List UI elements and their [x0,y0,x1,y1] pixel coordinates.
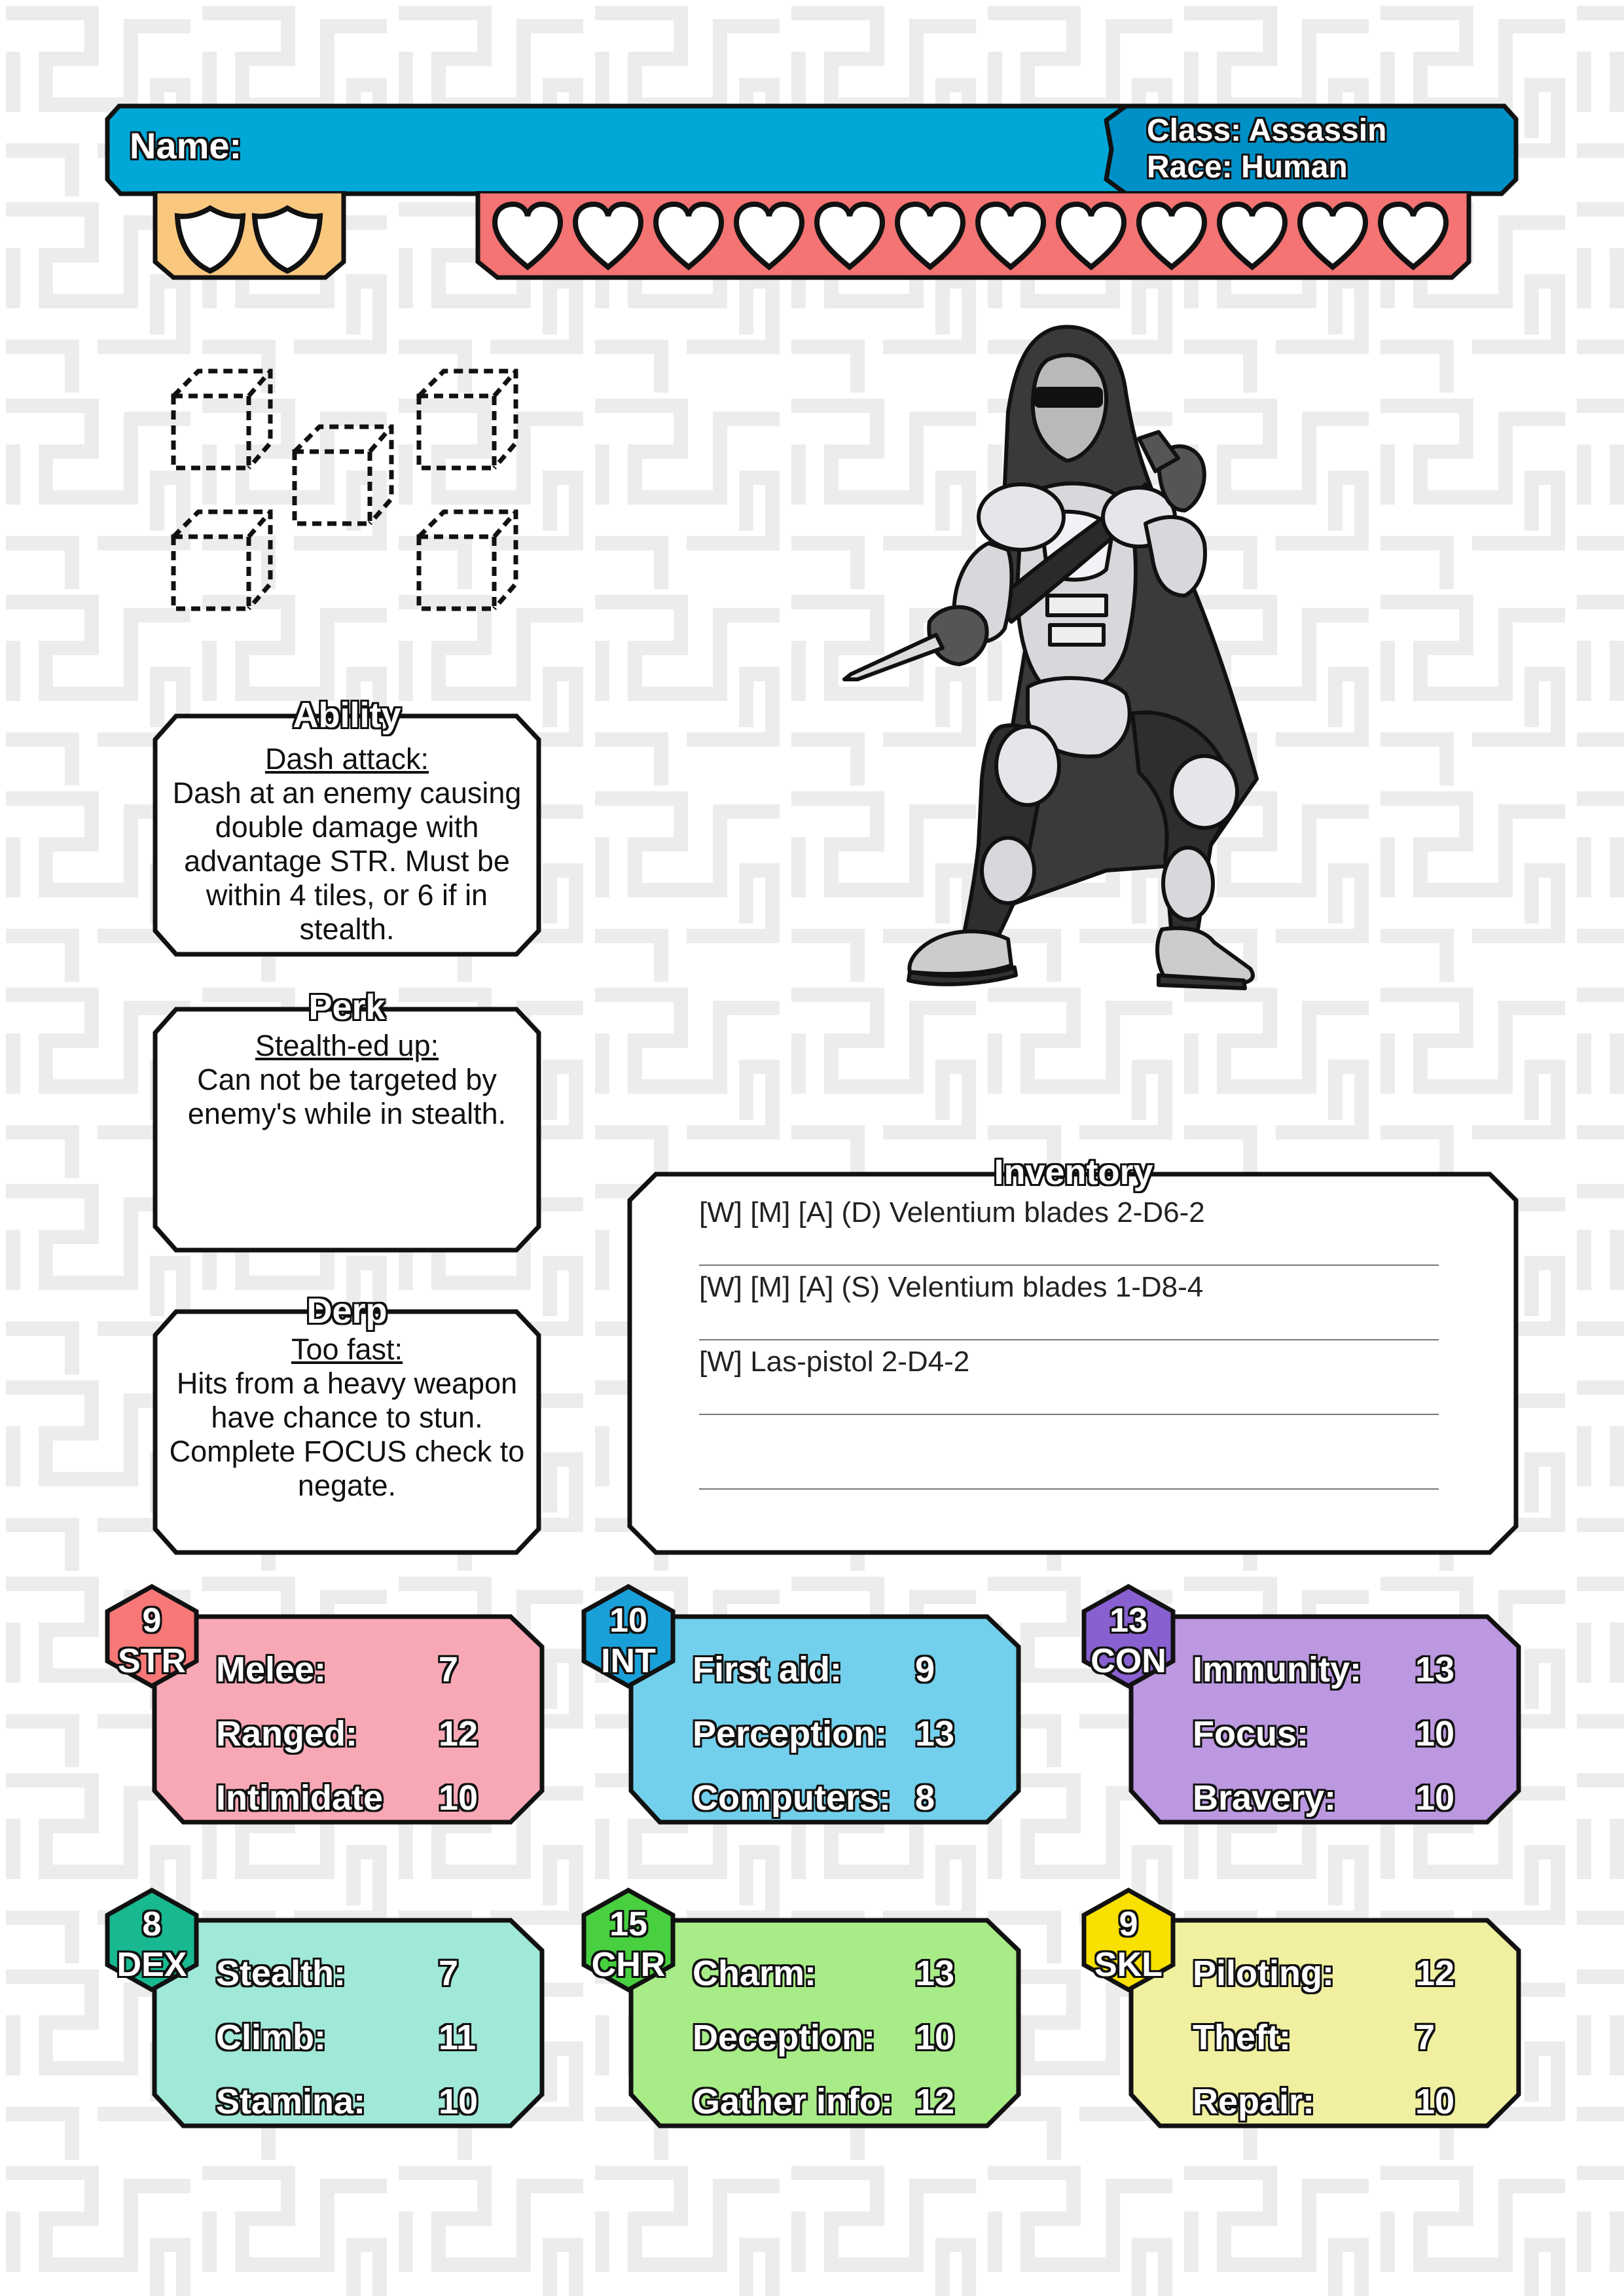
dice-icon [173,512,270,609]
skill-value[interactable]: 7 [1415,2018,1435,2057]
dice-area [164,363,530,619]
skill-value[interactable]: 11 [439,2018,477,2057]
skill-label: Immunity: [1193,1650,1362,1689]
stat-value: 9 [1119,1905,1138,1943]
dice-icon [173,371,270,468]
inventory-item[interactable]: [W] [M] [A] (D) Velentium blades 2-D6-2 [699,1190,1439,1266]
dice-icon [419,512,516,609]
stat-block-con [1081,1584,1526,1846]
name-label: Name: [130,125,242,166]
inventory-item[interactable]: [W] [M] [A] (S) Velentium blades 1-D8-4 [699,1265,1439,1340]
skill-label: Deception: [693,2018,876,2057]
stat-block-int [581,1584,1026,1846]
skill-value[interactable]: 8 [915,1778,935,1818]
stat-value: 15 [609,1905,647,1943]
stat-abbr: DEX [117,1946,187,1984]
skill-value[interactable]: 13 [915,1954,955,1993]
skill-value[interactable]: 10 [1415,1714,1455,1753]
skill-label: Climb: [216,2018,326,2057]
stat-block-skl [1081,1888,1526,2149]
skill-value[interactable]: 7 [439,1650,459,1689]
skill-value[interactable]: 10 [1415,1778,1455,1818]
inventory-title: Inventory [994,1153,1153,1192]
ability-content [164,742,530,946]
skill-value[interactable]: 10 [915,2018,955,2057]
skill-value[interactable]: 13 [1415,1650,1455,1689]
skill-label: Repair: [1193,2082,1315,2121]
stat-value: 8 [142,1905,162,1943]
skill-label: Melee: [216,1650,327,1689]
derp-name: Too fast: [291,1333,403,1366]
skill-value[interactable]: 12 [915,2082,955,2121]
stat-abbr: CON [1091,1642,1166,1680]
stat-block-chr [581,1888,1026,2149]
skill-label: Stamina: [216,2082,366,2121]
derp-content [164,1333,530,1503]
skill-value[interactable]: 10 [1415,2082,1455,2121]
stat-block-dex [105,1888,550,2149]
skill-value[interactable]: 12 [1415,1954,1455,1993]
perk-content [164,1029,530,1131]
dice-icon [419,371,516,468]
skill-value[interactable]: 9 [915,1650,935,1689]
skill-label: Charm: [693,1954,817,1993]
armor-panel [153,191,346,280]
skill-label: Focus: [1193,1714,1309,1753]
ability-name: Dash attack: [264,742,429,776]
perk-title: Perk [308,988,386,1027]
stat-abbr: STR [118,1642,186,1680]
stat-abbr: CHR [591,1946,666,1984]
skill-label: Bravery: [1193,1778,1337,1818]
skill-value[interactable]: 13 [915,1714,955,1753]
skill-label: Gather info: [693,2082,893,2121]
inventory-item[interactable] [699,1414,1439,1490]
ability-title: Ability [293,696,401,735]
stat-value: 9 [142,1602,162,1640]
derp-title: Derp [306,1291,388,1331]
skill-value[interactable]: 10 [439,1778,478,1818]
inventory-item[interactable]: [W] Las-pistol 2-D4-2 [699,1339,1439,1415]
stat-abbr: INT [601,1642,656,1680]
class-label: Class: Assassin [1147,113,1387,148]
skill-label: Intimidate [216,1778,384,1818]
perk-text: Can not be targeted by enemy's while in stealth. [187,1063,507,1130]
skill-label: Piloting: [1193,1954,1334,1993]
skill-label: First aid: [693,1650,842,1689]
stat-value: 13 [1110,1602,1147,1640]
skill-value[interactable]: 12 [439,1714,478,1753]
stat-block-str [105,1584,550,1846]
skill-label: Computers: [693,1778,892,1818]
perk-name: Stealth-ed up: [255,1029,439,1062]
race-label: Race: Human [1147,150,1348,185]
skill-label: Stealth: [216,1954,346,1993]
stat-value: 10 [609,1602,647,1640]
skill-label: Ranged: [216,1714,357,1753]
dice-icon [295,427,391,524]
skill-label: Theft: [1193,2018,1291,2057]
skill-value[interactable]: 10 [439,2082,478,2121]
stat-abbr: SKL [1094,1946,1163,1984]
skill-value[interactable]: 7 [439,1954,459,1993]
skill-label: Perception: [693,1714,888,1753]
health-panel [475,191,1471,280]
derp-text: Hits from a heavy weapon have chance to stun. Complete FOCUS check to negate. [169,1367,525,1502]
assassin-illustration [831,321,1322,1119]
ability-text: Dash at an enemy causing double damage with advantage STR. Must be within 4 tiles, or 6 if in stealth. [172,776,522,946]
